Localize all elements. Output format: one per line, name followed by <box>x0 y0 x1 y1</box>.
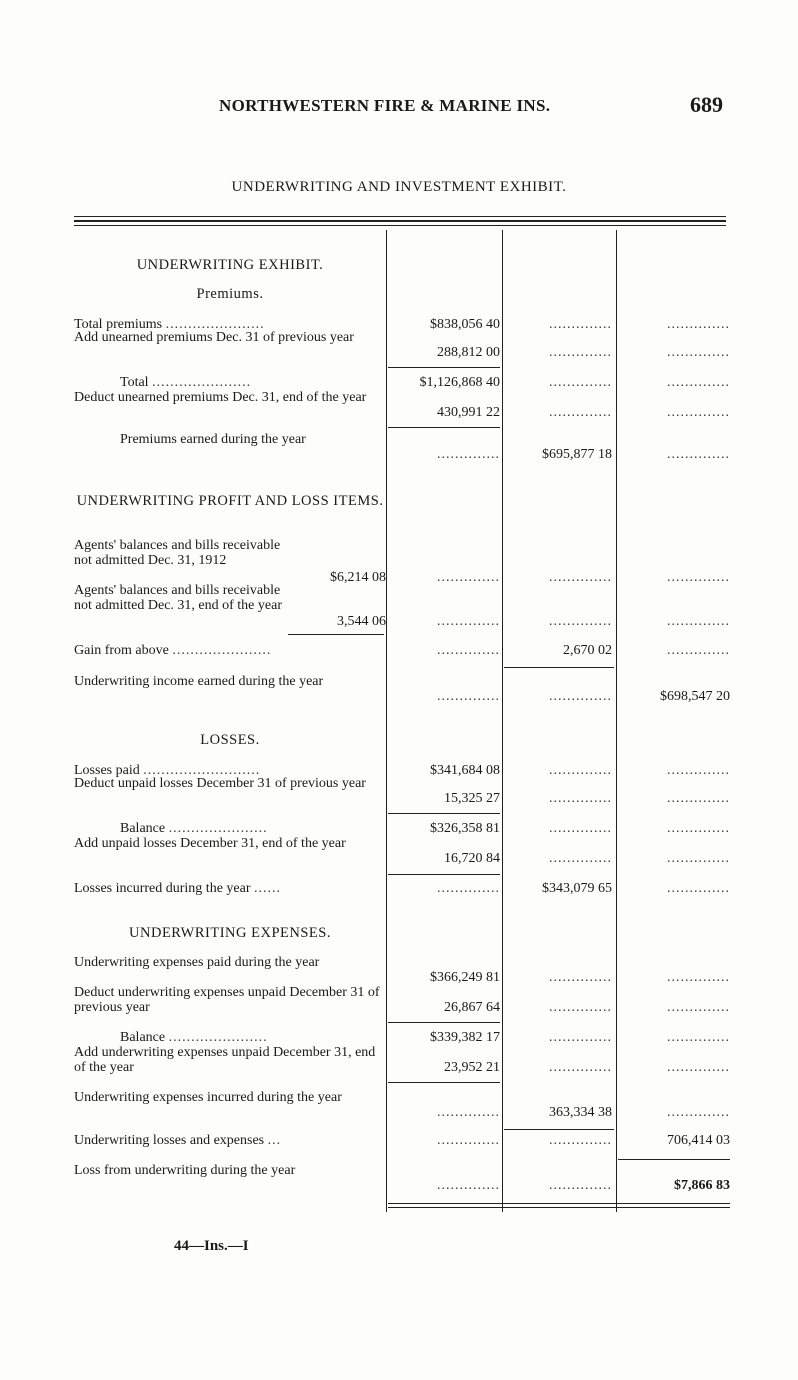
dot-leader: .............. <box>549 1060 612 1075</box>
sum-rule <box>618 1159 730 1160</box>
dot-leader: .............. <box>549 345 612 360</box>
row-label: Agents' balances and bills receivable not admitted Dec. 31, 1912 <box>74 538 281 568</box>
row-label: Premiums earned during the year <box>120 432 306 447</box>
table-row <box>74 538 734 585</box>
dot-leader: .............. <box>549 317 612 332</box>
dot-leader: .............. <box>667 317 730 332</box>
dot-leader: .............. <box>667 447 730 462</box>
dot-leader: .............. <box>437 570 500 585</box>
dot-leader: .............. <box>549 405 612 420</box>
running-title: NORTHWESTERN FIRE & MARINE INS. <box>219 96 551 115</box>
dot-leader: .............. <box>549 689 612 704</box>
top-rule-double <box>74 220 726 222</box>
dot-leader: .............. <box>667 791 730 806</box>
dot-leader: .............. <box>549 614 612 629</box>
section-subheading: Premiums. <box>196 286 264 302</box>
dot-leader: .............. <box>549 791 612 806</box>
top-rule-inner <box>74 225 726 226</box>
row-label: Gain from above <box>74 643 169 658</box>
row-label: Total premiums <box>74 317 163 332</box>
section-heading: UNDERWRITING PROFIT AND LOSS ITEMS. <box>76 493 384 509</box>
row-value-col1: 430,991 22 <box>437 405 500 420</box>
row-value-col3: $7,866 83 <box>674 1178 730 1193</box>
table-row <box>74 432 734 462</box>
dot-leader: .............. <box>437 1133 500 1148</box>
row-value-col1: $339,382 17 <box>430 1030 500 1045</box>
row-label: Deduct unpaid losses December 31 of previous year <box>74 776 366 791</box>
dot-leader: .............. <box>667 345 730 360</box>
row-label: Underwriting losses and expenses <box>74 1133 265 1148</box>
table-row: Balance ...................... $326,358 81 .............. .............. <box>120 821 730 836</box>
row-value-col1: $326,358 81 <box>430 821 500 836</box>
row-value-col3: 706,414 03 <box>667 1133 730 1148</box>
table-row <box>74 955 734 985</box>
row-subvalue: 3,544 06 <box>337 614 386 629</box>
table-row <box>74 1163 734 1193</box>
row-value-col1: 15,325 27 <box>444 791 500 806</box>
table-row <box>74 1090 734 1120</box>
dot-leader: .............. <box>667 405 730 420</box>
table-row: Total ...................... $1,126,868 40 .............. .............. <box>120 375 730 390</box>
row-label: Loss from underwriting during the year <box>74 1163 296 1178</box>
dot-leader: .............. <box>437 1105 500 1120</box>
dot-leader: .............. <box>549 851 612 866</box>
table-row: Losses paid .......................... $341,684 08 .............. .............. <box>74 763 730 778</box>
table-row: Total premiums ...................... $838,056 40 .............. .............. <box>74 317 730 332</box>
dot-leader: .............. <box>437 447 500 462</box>
row-label: Add unearned premiums Dec. 31 of previous year <box>74 330 354 345</box>
row-value-col2: 2,670 02 <box>563 643 612 658</box>
row-label: Total <box>120 375 149 390</box>
dot-leader: .............. <box>437 614 500 629</box>
row-label: Underwriting expenses paid during the year <box>74 955 320 970</box>
row-value-col1: 16,720 84 <box>444 851 500 866</box>
row-value-col1: $366,249 81 <box>430 970 500 985</box>
dot-leader: .............. <box>549 821 612 836</box>
dot-leader: .............. <box>667 643 730 658</box>
dot-leader: .............. <box>549 970 612 985</box>
row-label: Losses paid <box>74 763 140 778</box>
row-label: Balance <box>120 821 166 836</box>
page-footer: 44—Ins.—I <box>174 1238 249 1254</box>
sum-rule <box>388 427 500 428</box>
section-heading: UNDERWRITING EXPENSES. <box>129 925 331 941</box>
dot-leader: .............. <box>437 689 500 704</box>
dot-leader: .............. <box>549 570 612 585</box>
table-row <box>74 583 734 629</box>
row-label: Deduct unearned premiums Dec. 31, end of the year <box>74 390 367 405</box>
table-row <box>74 836 734 866</box>
row-value-col1: 23,952 21 <box>444 1060 500 1075</box>
bottom-double-rule <box>388 1203 730 1204</box>
dot-leader: .............. <box>549 763 612 778</box>
row-value-col1: $1,126,868 40 <box>419 375 500 390</box>
exhibit-title: UNDERWRITING AND INVESTMENT EXHIBIT. <box>231 179 567 195</box>
dot-leader: .............. <box>667 614 730 629</box>
dot-leader: .............. <box>667 1000 730 1015</box>
row-value-col2: $695,877 18 <box>542 447 612 462</box>
dot-leader: .............. <box>667 821 730 836</box>
row-value-col1: 288,812 00 <box>437 345 500 360</box>
dot-leader: .............. <box>549 375 612 390</box>
dot-leader: .............. <box>667 970 730 985</box>
dot-leader: .............. <box>437 643 500 658</box>
dot-leader: .............. <box>549 1000 612 1015</box>
row-label: Add unpaid losses December 31, end of the year <box>74 836 346 851</box>
row-label: Agents' balances and bills receivable not admitted Dec. 31, end of the year <box>74 583 282 613</box>
section-heading: UNDERWRITING EXHIBIT. <box>136 257 324 273</box>
table-row <box>74 674 734 704</box>
dot-leader: .............. <box>437 881 500 896</box>
dot-leader: .............. <box>549 1133 612 1148</box>
dot-leader: .............. <box>549 1030 612 1045</box>
table-row: Underwriting losses and expenses ... .............. .............. 706,414 03 <box>74 1133 730 1148</box>
row-value-col1: $838,056 40 <box>430 317 500 332</box>
table-row: Losses incurred during the year ...... .............. $343,079 65 .............. <box>74 881 730 896</box>
dot-leader: .............. <box>549 1178 612 1193</box>
table-row: Balance ...................... $339,382 17 .............. .............. <box>120 1030 730 1045</box>
row-label: Balance <box>120 1030 166 1045</box>
row-label: Losses incurred during the year <box>74 881 251 896</box>
row-label: Underwriting income earned during the year <box>74 674 324 689</box>
dot-leader: .............. <box>667 570 730 585</box>
table-row <box>74 985 734 1015</box>
row-label: Underwriting expenses incurred during the year <box>74 1090 342 1105</box>
row-value-col1: $341,684 08 <box>430 763 500 778</box>
table-row: Gain from above ...................... .............. 2,670 02 .............. <box>74 643 730 658</box>
row-value-col2: $343,079 65 <box>542 881 612 896</box>
bottom-double-rule <box>388 1207 730 1208</box>
table-row <box>74 1045 734 1075</box>
top-rule <box>74 216 726 217</box>
dot-leader: .............. <box>667 881 730 896</box>
dot-leader: .............. <box>667 851 730 866</box>
row-value-col2: 363,334 38 <box>549 1105 612 1120</box>
dot-leader: .............. <box>667 1060 730 1075</box>
row-label: Add underwriting expenses unpaid December 31, end of the year <box>74 1045 376 1075</box>
dot-leader: .............. <box>667 763 730 778</box>
dot-leader: .............. <box>667 1105 730 1120</box>
table-row <box>74 390 734 420</box>
dot-leader: .............. <box>667 375 730 390</box>
table-row <box>74 776 734 806</box>
row-value-col1: 26,867 64 <box>444 1000 500 1015</box>
dot-leader: .............. <box>437 1178 500 1193</box>
dot-leader: .............. <box>667 1030 730 1045</box>
table-row <box>74 330 734 360</box>
row-label: Deduct underwriting expenses unpaid December 31 of previous year <box>74 985 380 1015</box>
row-value-col3: $698,547 20 <box>660 689 730 704</box>
section-heading: LOSSES. <box>200 732 260 748</box>
sum-rule <box>388 1082 500 1083</box>
row-subvalue: $6,214 08 <box>330 570 386 585</box>
page-number: 689 <box>690 92 723 117</box>
sum-rule <box>504 667 614 668</box>
